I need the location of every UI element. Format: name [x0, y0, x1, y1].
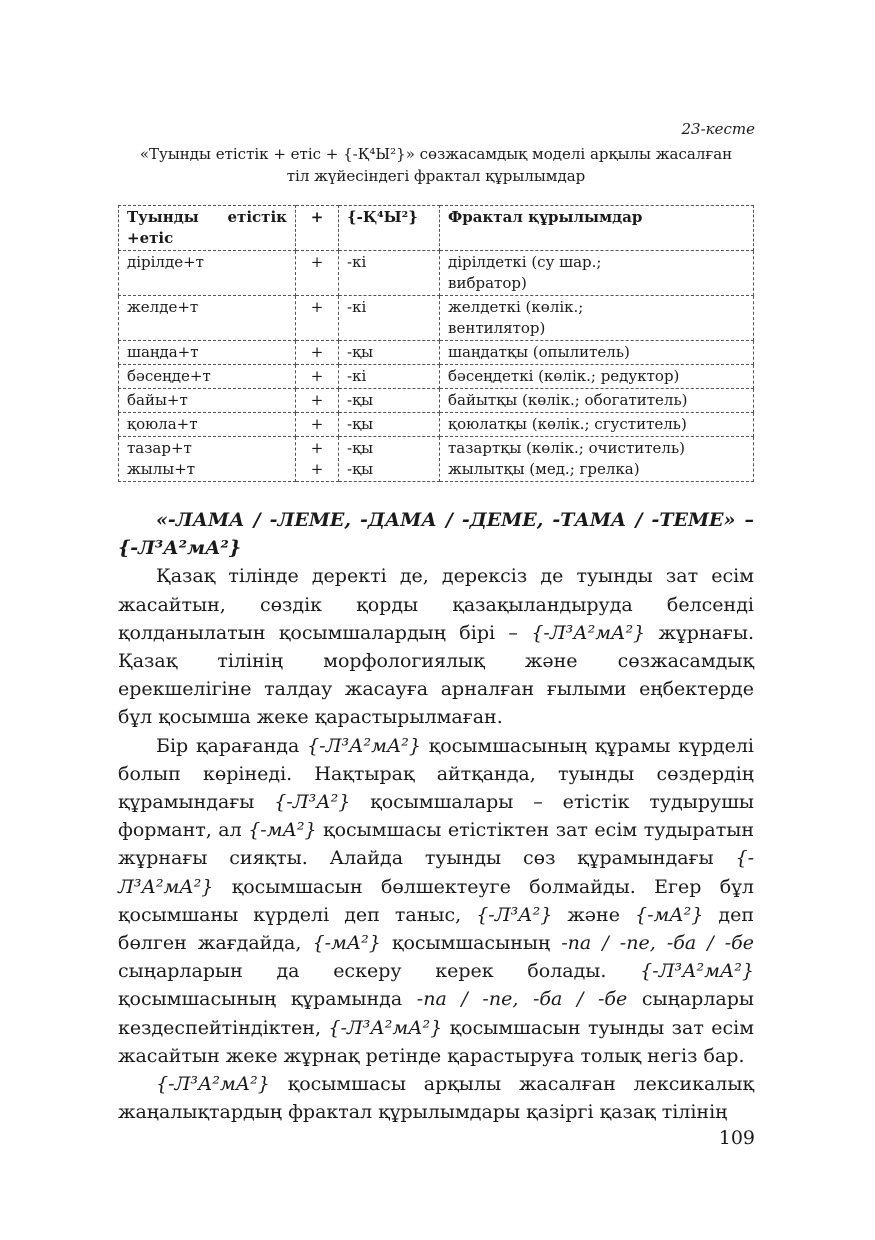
cell-line: -кі — [347, 367, 367, 385]
table-cell — [119, 251, 296, 296]
table-header-row — [119, 206, 754, 251]
text-run: қосымшасын бөлшектеуге болмайды. Егер бұл қосымшаны күрделі деп таныс, — [118, 875, 754, 926]
cell-line: дірілде+т — [127, 253, 204, 271]
table-cell — [119, 341, 296, 365]
table-body — [119, 251, 754, 482]
cell-line: бәсеңде+т — [127, 367, 211, 385]
text-run: деп бөлген жағдайда, — [118, 903, 755, 955]
cell-line: -кі — [347, 253, 367, 271]
paragraph-1 — [118, 562, 754, 731]
table-row — [119, 437, 754, 482]
table-cell — [296, 413, 339, 437]
table-row — [119, 296, 754, 341]
table-cell — [119, 389, 296, 413]
table-cell — [440, 251, 754, 296]
table-label: 23-кесте — [681, 120, 755, 138]
section-heading: «-ЛАМА / -ЛЕМЕ, -ДАМА / -ДЕМЕ, -ТАМА / -ТЕМЕ» – {-Л³А²мА²} — [118, 509, 754, 560]
paragraph-3 — [118, 1070, 754, 1126]
header-plus: + — [296, 206, 339, 251]
text-run: жұрнағы. Қазақ тілінің морфологиялық және сөзжасамдық ерекшелігіне талдау жасауға арналған ғылыми еңбектерде бұл қосымша жеке қарастырылмаған. — [118, 621, 754, 729]
cell-line: -қы — [347, 343, 374, 361]
table-cell — [440, 389, 754, 413]
text-run: сыңарлары кездеспейтіндіктен, — [118, 988, 755, 1039]
cell-line: -қы — [347, 391, 374, 409]
text-run: Қазақ тілінде деректі де, дерексіз де туынды зат есім жасайтын, сөздік қорды қазақыландыруда белсенді қолданылатын қосымшалардың бірі – — [118, 565, 754, 644]
table-cell — [339, 365, 440, 389]
cell-line: вибратор) — [448, 274, 527, 292]
text-run: қосымшасының құрамы күрделі болып көрінеді. Нақтырақ айтқанда, туынды сөздердің құрамындағы — [118, 734, 754, 814]
cell-line: + — [310, 460, 324, 478]
table-row — [119, 251, 754, 296]
cell-line: шаңда+т — [127, 343, 199, 361]
text-run: қосымшасы арқылы жасалған лексикалық жаңалықтардың фрактал құрылымдары қазіргі қазақ тілінің — [118, 1073, 754, 1124]
cell-line: қоюла+т — [127, 415, 198, 433]
cell-line: -кі — [347, 298, 367, 316]
table-cell — [119, 437, 296, 482]
table-cell — [339, 413, 440, 437]
cell-line: вентилятор) — [448, 319, 546, 337]
table-cell — [440, 413, 754, 437]
header-suffix: {-Қ⁴Ы²} — [339, 206, 440, 251]
cell-line: -қы — [347, 439, 374, 457]
italic-run: {-Л³А²} — [476, 903, 553, 926]
cell-line: дірілдеткі (су шар.; — [448, 253, 602, 271]
page-number: 109 — [718, 1127, 755, 1149]
italic-run: -па / -пе, -ба / -бе — [561, 932, 755, 955]
cell-line: қоюлатқы (көлік.; сгуститель) — [448, 415, 687, 433]
paragraph-2 — [118, 732, 754, 1070]
header-derived-verb: Туынды етістік +етіс — [119, 206, 296, 251]
cell-line: + — [310, 343, 324, 361]
table-cell — [296, 341, 339, 365]
body-text — [118, 506, 754, 1126]
table-cell — [339, 251, 440, 296]
cell-line: + — [310, 439, 324, 457]
table-cell — [119, 365, 296, 389]
table-row — [119, 389, 754, 413]
cell-line: + — [310, 391, 324, 409]
text-run: қосымшасының құрамында — [118, 988, 417, 1011]
text-run: Бір қарағанда — [156, 734, 308, 757]
cell-line: + — [310, 298, 324, 316]
italic-run: {-Л³А²мА²} — [156, 1073, 270, 1096]
italic-run: {-мА²} — [312, 932, 381, 955]
italic-run: {-мА²} — [635, 903, 704, 926]
text-run: қосымшасын туынды зат есім жасайтын жеке жұрнақ ретінде қарастыруға толық негіз бар. — [118, 1016, 754, 1067]
italic-run: {-Л³А²мА²} — [307, 734, 421, 757]
table-title-line: тіл жүйесіндегі фрактал құрылымдар — [286, 167, 586, 185]
table-cell — [119, 413, 296, 437]
italic-run: {-мА²} — [248, 819, 317, 842]
cell-line: тазар+т — [127, 439, 192, 457]
cell-line: жылы+т — [127, 460, 196, 478]
header-fractal-structures: Фрактал құрылымдар — [440, 206, 754, 251]
cell-line: байытқы (көлік.; обогатитель) — [448, 391, 688, 409]
cell-line: + — [310, 367, 324, 385]
italic-run: {-Л³А²мА²} — [640, 960, 754, 983]
table-cell — [296, 251, 339, 296]
fractal-structures-table — [118, 205, 754, 482]
table-cell — [339, 389, 440, 413]
table-cell — [296, 296, 339, 341]
cell-line: желде+т — [127, 298, 199, 316]
table-cell — [440, 437, 754, 482]
cell-line: тазартқы (көлік.; очиститель) — [448, 439, 685, 457]
table-row — [119, 341, 754, 365]
table-cell — [339, 437, 440, 482]
italic-run: {-Л³А²} — [274, 791, 351, 814]
table-row — [119, 365, 754, 389]
text-run: қосымшалары – етістік тудырушы формант, ал — [118, 791, 755, 842]
table-cell — [440, 341, 754, 365]
italic-run: {-Л³А²мА²} — [118, 847, 754, 898]
table-cell — [296, 389, 339, 413]
table-cell — [440, 365, 754, 389]
italic-run: {-Л³А²мА²} — [328, 1016, 443, 1039]
text-run: қосымшасының — [380, 932, 562, 955]
table-cell — [339, 296, 440, 341]
cell-line: жылытқы (мед.; грелка) — [448, 460, 640, 478]
cell-line: байы+т — [127, 391, 188, 409]
table-cell — [296, 365, 339, 389]
table-cell — [339, 341, 440, 365]
text-run: қосымшасы етістіктен зат есім тудыратын жұрнағы сияқты. Алайда туынды сөз құрамындағы — [118, 819, 754, 870]
cell-line: бәсеңдеткі (көлік.; редуктор) — [448, 367, 680, 385]
table-title-line: «Туынды етістік + етіс + {-Қ⁴Ы²}» сөзжасамдық моделі арқылы жасалған — [139, 145, 733, 163]
table-cell — [119, 296, 296, 341]
italic-run: -па / -пе, -ба / -бе — [416, 988, 628, 1011]
cell-line: шаңдатқы (опылитель) — [448, 343, 630, 361]
table-cell — [296, 437, 339, 482]
cell-line: -қы — [347, 415, 374, 433]
cell-line: + — [310, 415, 324, 433]
italic-run: {-Л³А²мА²} — [531, 621, 646, 644]
cell-line: + — [310, 253, 324, 271]
cell-line: желдеткі (көлік.; — [448, 298, 584, 316]
table-title — [118, 143, 754, 187]
text-run: сыңарларын да ескеру керек болады. — [118, 960, 641, 983]
table-cell — [440, 296, 754, 341]
cell-line: -қы — [347, 460, 374, 478]
table-row — [119, 413, 754, 437]
text-run: және — [552, 903, 635, 926]
